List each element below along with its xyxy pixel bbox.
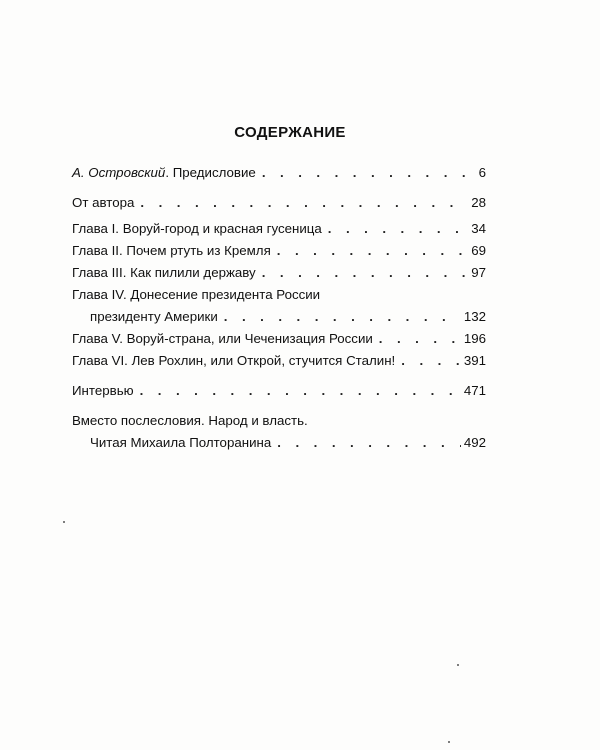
toc-entry-from-author[interactable] (72, 192, 486, 214)
toc-page-number: 97 (471, 265, 486, 280)
toc-entry-chapter-6[interactable] (72, 350, 486, 372)
toc-entry-chapter-4[interactable] (72, 284, 486, 328)
dot-leader (262, 162, 476, 184)
toc-entry-chapter-3[interactable] (72, 262, 486, 284)
toc-page-number: 492 (463, 435, 486, 450)
toc-entry-title-line1: Глава IV. Донесение президента России (72, 287, 321, 302)
toc-page-number: 196 (463, 331, 486, 346)
scan-speck (457, 664, 459, 666)
toc-entry-title: Предисловие (172, 165, 256, 180)
page-title: СОДЕРЖАНИЕ (234, 124, 346, 141)
toc-page-number: 391 (463, 353, 486, 368)
toc-entry-author: А. Островский (72, 165, 166, 180)
toc-entry-title-line2: президенту Америки (90, 309, 218, 324)
toc-entry-title: От автора (72, 195, 135, 210)
toc-entry-preface[interactable] (72, 162, 486, 184)
toc-entry-interview[interactable] (72, 380, 486, 402)
dot-leader (277, 432, 461, 454)
toc-entry-title: Глава III. Как пилили державу (72, 265, 256, 280)
table-of-contents (72, 162, 486, 454)
toc-page-number: 471 (463, 383, 486, 398)
dot-leader (277, 240, 468, 262)
dot-leader (401, 350, 461, 372)
scan-speck (448, 741, 450, 743)
toc-entry-title: Глава V. Воруй-страна, или Чеченизация России (72, 331, 373, 346)
toc-entry-title: Интервью (72, 383, 134, 398)
dot-leader (379, 328, 461, 350)
toc-page-number: 28 (471, 195, 486, 210)
toc-page-number: 6 (478, 165, 486, 180)
toc-entry-separator: . (165, 165, 173, 180)
toc-entry-title-line1: Вместо послесловия. Народ и власть. (72, 413, 308, 428)
dot-leader (224, 306, 461, 328)
dot-leader (140, 380, 461, 402)
toc-entry-title-line2: Читая Михаила Полторанина (90, 435, 272, 450)
toc-entry-label (72, 162, 256, 184)
toc-entry-chapter-5[interactable] (72, 328, 486, 350)
scan-speck (63, 521, 65, 523)
toc-entry-title: Глава II. Почем ртуть из Кремля (72, 243, 271, 258)
toc-entry-title: Глава VI. Лев Рохлин, или Открой, стучится Сталин! (72, 353, 396, 368)
toc-page-number: 132 (463, 309, 486, 324)
toc-page-number: 69 (471, 243, 486, 258)
toc-page-number: 34 (471, 221, 486, 236)
toc-entry-afterword[interactable] (72, 410, 486, 454)
toc-entry-chapter-2[interactable] (72, 240, 486, 262)
dot-leader (328, 218, 468, 240)
toc-entry-title: Глава I. Воруй-город и красная гусеница (72, 221, 322, 236)
dot-leader (262, 262, 469, 284)
toc-entry-chapter-1[interactable] (72, 218, 486, 240)
dot-leader (140, 192, 468, 214)
